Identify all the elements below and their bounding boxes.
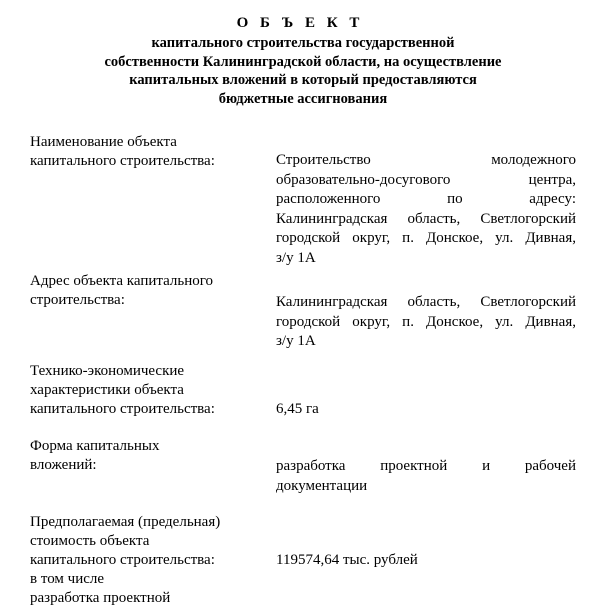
label-line: Предполагаемая (предельная) (30, 514, 221, 530)
row-label-object-name (30, 133, 215, 171)
value-line: документации (276, 477, 368, 494)
value-line: з/у 1А (276, 249, 316, 266)
value-line: 6,45 га (276, 401, 319, 417)
label-line: капитального строительства: (30, 552, 215, 568)
label-line: Технико-экономические (30, 363, 185, 379)
value-line: Строительство молодежного (276, 152, 576, 168)
document-subtitle (75, 34, 531, 108)
row-label-estimated-cost (30, 513, 220, 608)
row-value-object-name (276, 151, 576, 268)
label-line: характеристики объекта (30, 382, 184, 398)
label-line: вложений: (30, 457, 97, 473)
subtitle-line: собственности Калининградской области, на осуществление (104, 53, 502, 70)
row-value-object-address (276, 293, 576, 352)
value-line: Калининградская область, Светлогорский (276, 210, 576, 227)
label-line: капитального строительства: (30, 401, 215, 417)
label-line: капитального строительства: (30, 153, 215, 169)
row-label-investment-form (30, 437, 159, 475)
row-value-investment-form (276, 457, 576, 496)
row-label-object-address (30, 272, 213, 310)
value-line: городской округ, п. Донское, ул. Дивная, (276, 313, 576, 330)
row-value-technical-characteristics (276, 400, 576, 420)
label-line: Форма капитальных (30, 438, 160, 454)
value-line: разработка проектной и рабочей (276, 458, 576, 474)
value-line: образовательно-досугового центра, (276, 171, 576, 188)
label-line: в том числе (30, 571, 105, 587)
row-label-technical-characteristics (30, 362, 215, 419)
document-title: О Б Ъ Е К Т (236, 15, 364, 31)
label-line: разработка проектной (30, 590, 171, 606)
value-line: з/у 1А (276, 333, 316, 349)
subtitle-line: капитальных вложений в который предоставляются (129, 72, 477, 88)
label-line: Адрес объекта капитального (30, 273, 214, 289)
row-value-estimated-cost (276, 551, 576, 571)
value-line: Калининградская область, Светлогорский (276, 294, 576, 310)
value-line: расположенного по адресу: (276, 191, 576, 207)
value-line: 119574,64 тыс. рублей (276, 552, 418, 568)
subtitle-line: капитального строительства государственной (151, 35, 455, 51)
subtitle-line: бюджетные ассигнования (218, 90, 388, 107)
label-line: Наименование объекта (30, 134, 177, 150)
label-line: строительства: (30, 292, 125, 308)
value-line: городской округ, п. Донское, ул. Дивная, (276, 230, 576, 246)
label-line: стоимость объекта (30, 533, 150, 549)
